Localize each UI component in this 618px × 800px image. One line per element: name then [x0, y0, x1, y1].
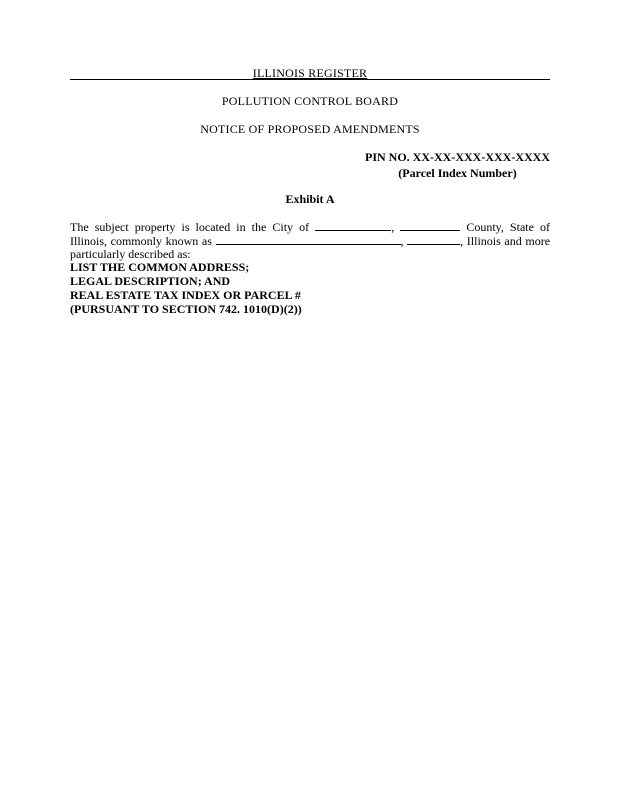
address-blank: [216, 234, 401, 245]
county-blank: [400, 220, 460, 231]
board-name: POLLUTION CONTROL BOARD: [221, 94, 399, 108]
pin-label: (Parcel Index Number): [398, 166, 517, 180]
text-segment: The subject property is located in the City of: [70, 220, 310, 234]
instruction-line: REAL ESTATE TAX INDEX OR PARCEL #: [70, 288, 301, 302]
instruction-line: LIST THE COMMON ADDRESS;: [70, 260, 250, 274]
paragraph-line-3: particularly described as:: [70, 247, 191, 262]
paragraph-line-1: [70, 220, 550, 234]
city-blank: [315, 220, 391, 231]
register-header: [70, 66, 550, 82]
paragraph-line-2: [70, 234, 550, 248]
text-segment: ,: [391, 220, 395, 234]
property-paragraph: [70, 220, 550, 262]
pin-number: PIN NO. XX-XX-XXX-XXX-XXXX: [365, 150, 550, 164]
exhibit-title: Exhibit A: [285, 192, 335, 206]
notice-title: NOTICE OF PROPOSED AMENDMENTS: [200, 122, 420, 136]
instruction-block: [70, 260, 550, 316]
pin-block: [365, 149, 550, 181]
instruction-line: LEGAL DESCRIPTION; AND: [70, 274, 231, 288]
text-segment: County, State of: [466, 220, 550, 234]
text-segment: Illinois, commonly known as: [70, 234, 212, 249]
register-title: ILLINOIS REGISTER: [252, 66, 368, 80]
text-segment: , Illinois and more: [460, 234, 551, 249]
instruction-line: (PURSUANT TO SECTION 742. 1010(D)(2)): [70, 302, 302, 316]
municipality-blank: [407, 234, 460, 245]
text-segment: ,: [400, 234, 404, 249]
